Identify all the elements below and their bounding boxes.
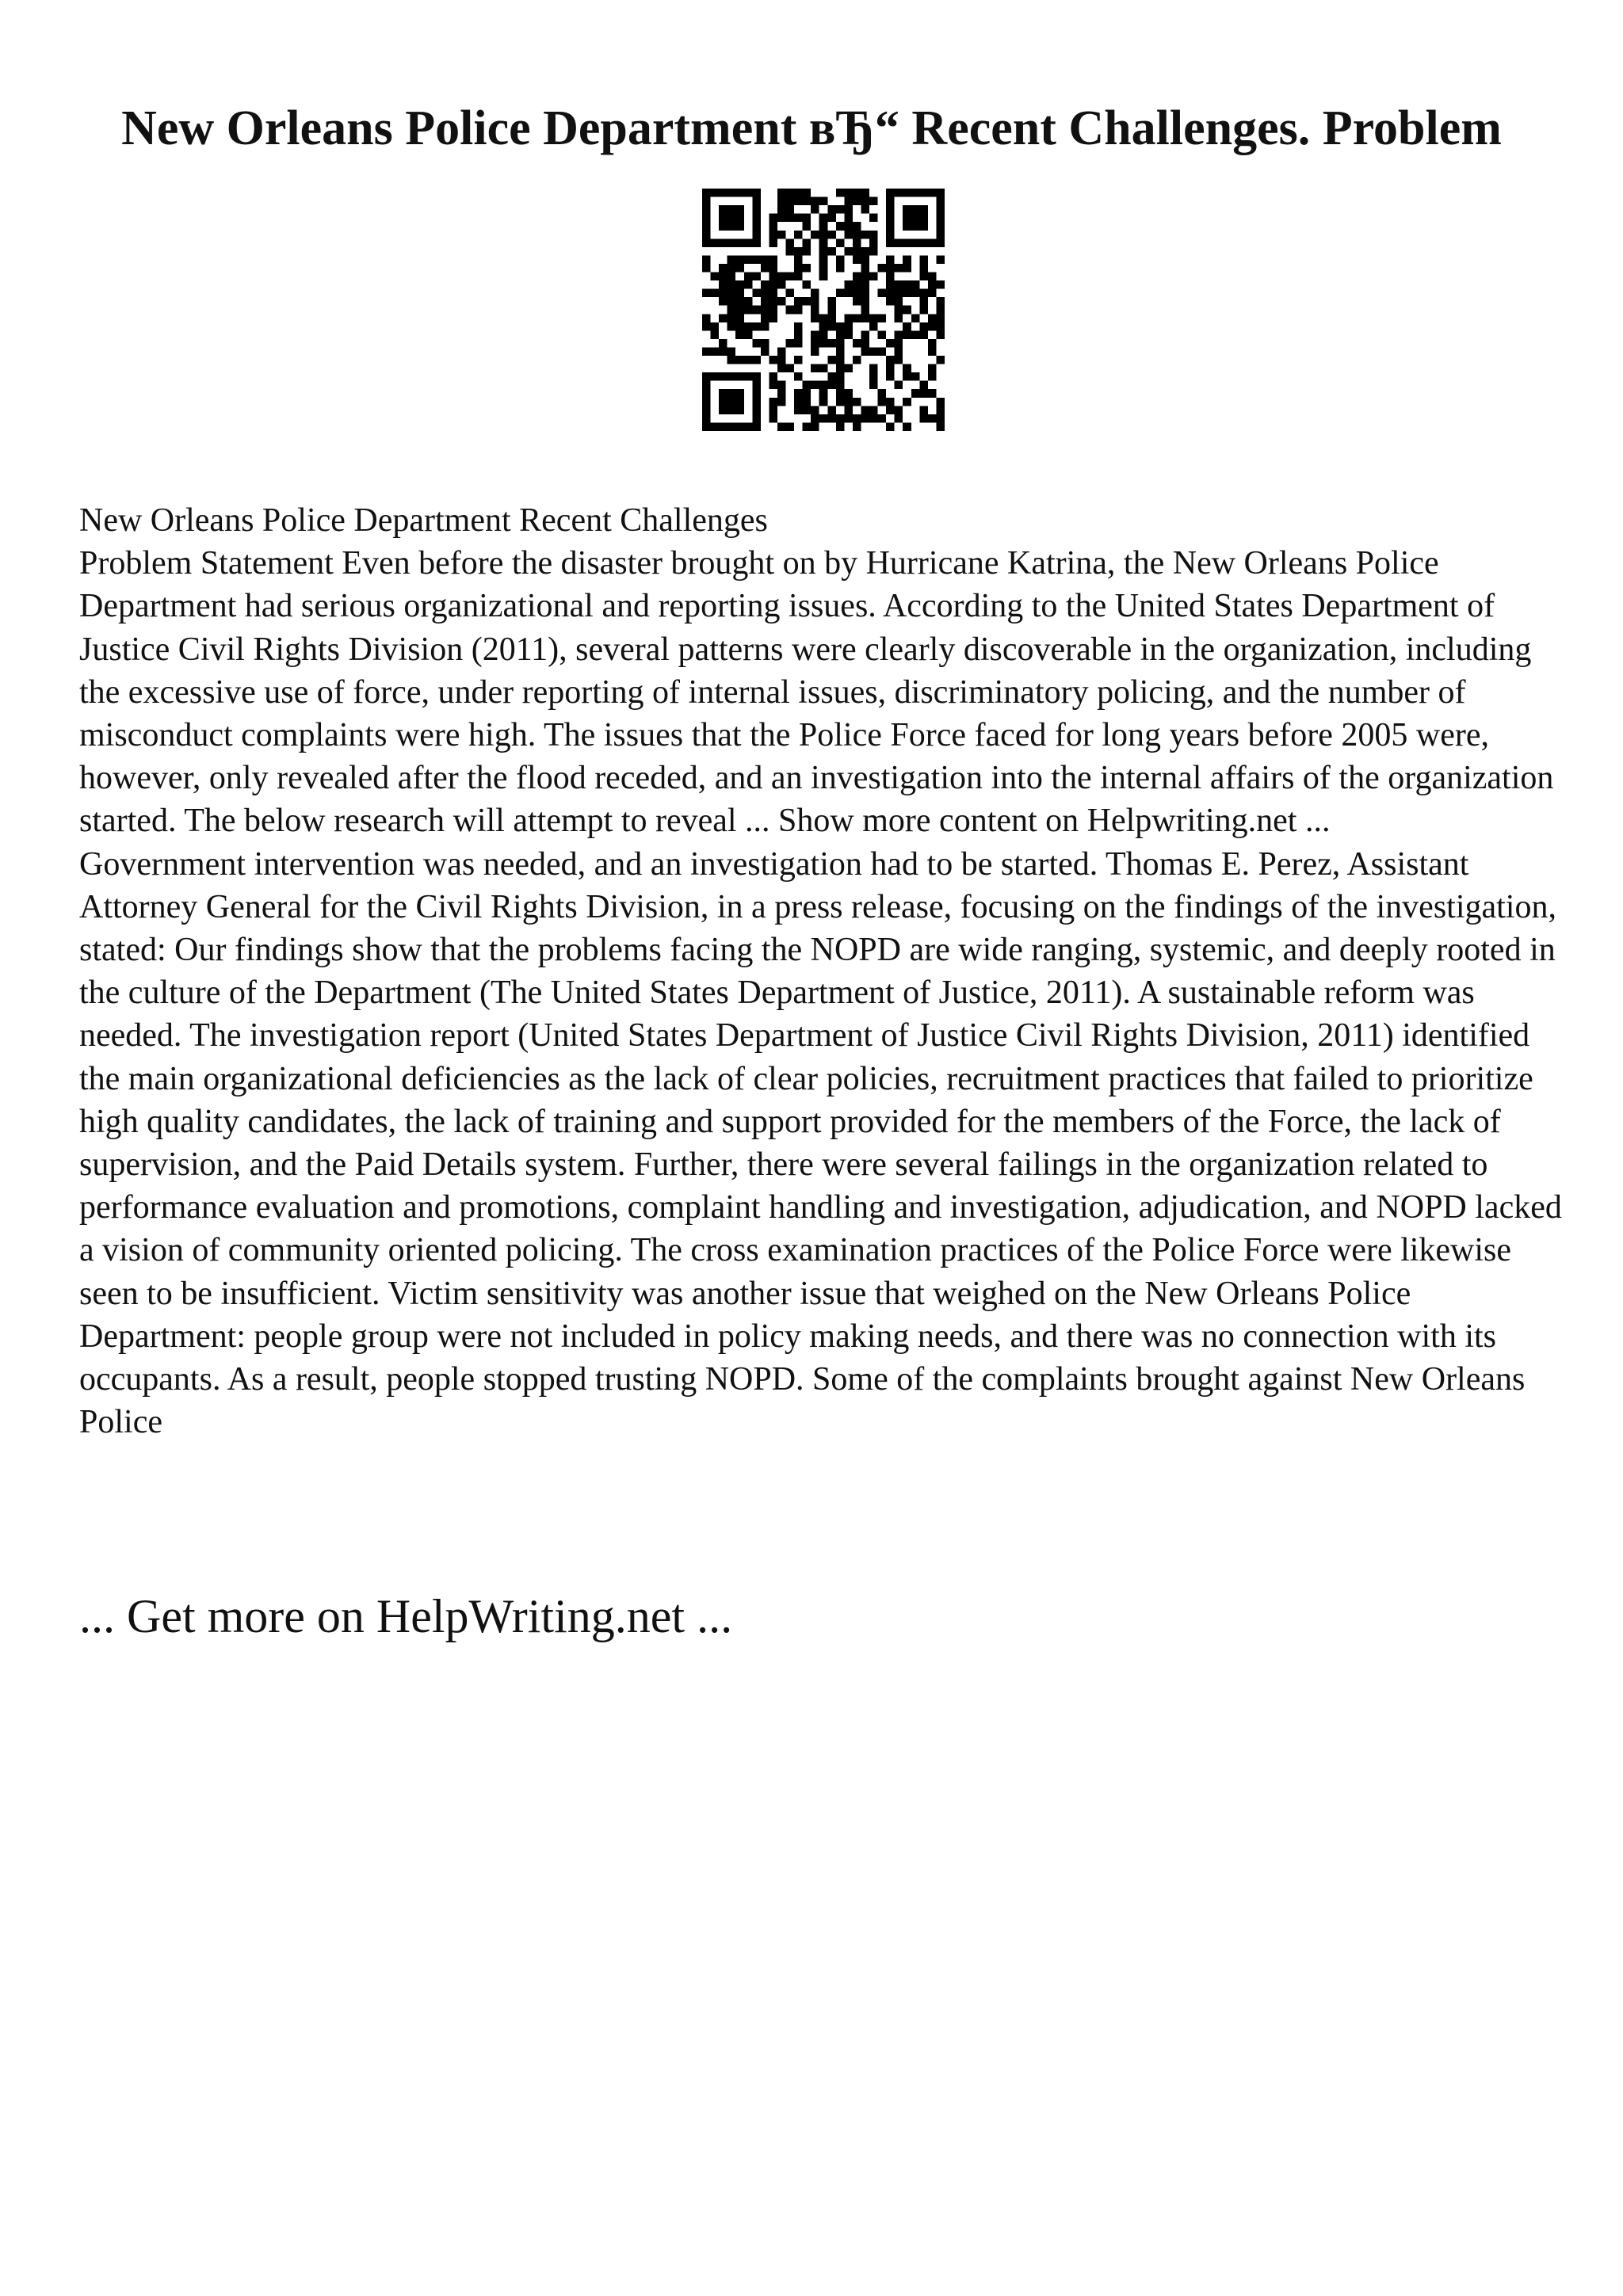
paragraph-1: Problem Statement Even before the disaster brought on by Hurricane Katrina, the New Orleans Police Department had serious organizational and reporting issues. According to the United States Department of Justice Civil Rights Division (2011), several patterns were clearly discoverable in the organization, including the excessive use of force, under reporting of internal issues, discriminatory policing, and the number of misconduct complaints were high. The issues that the Police Force faced for long years before 2005 were, however, only revealed after the flood receded, and an investigation into the internal affairs of the organization started. The below research will attempt to reveal ... Show more content on Helpwriting.net ... bbox=[79, 545, 1554, 840]
get-more-link[interactable]: ... Get more on HelpWriting.net ... bbox=[79, 1590, 733, 1642]
qr-code-icon[interactable] bbox=[702, 189, 945, 431]
document-body bbox=[79, 499, 1569, 1444]
document-heading: New Orleans Police Department Recent Challenges bbox=[79, 502, 768, 539]
document-title: New Orleans Police Department вЂ“ Recent Challenges. Problem bbox=[121, 101, 1502, 155]
qr-code-graphic bbox=[702, 189, 945, 431]
paragraph-2: Government intervention was needed, and an investigation had to be started. Thomas E. Perez, Assistant Attorney General for the Civil Rights Division, in a press release, focusing on the findings of the investigation, stated: Our findings show that the problems facing the NOPD are wide ranging, systemic, and deeply rooted in the culture of the Department (The United States Department of Justice, 2011). A sustainable reform was needed. The investigation report (United States Department of Justice Civil Rights Division, 2011) identified the main organizational deficiencies as the lack of clear policies, recruitment practices that failed to prioritize high quality candidates, the lack of training and support provided for the members of the Force, the lack of supervision, and the Paid Details system. Further, there were several failings in the organization related to performance evaluation and promotions, complaint handling and investigation, adjudication, and NOPD lacked a vision of community oriented policing. The cross examination practices of the Police Force were likewise seen to be insufficient. Victim sensitivity was another issue that weighed on the New Orleans Police Department: people group were not included in policy making needs, and there was no connection with its occupants. As a result, people stopped trusting NOPD. Some of the complaints brought against New Orleans Police bbox=[79, 845, 1562, 1441]
